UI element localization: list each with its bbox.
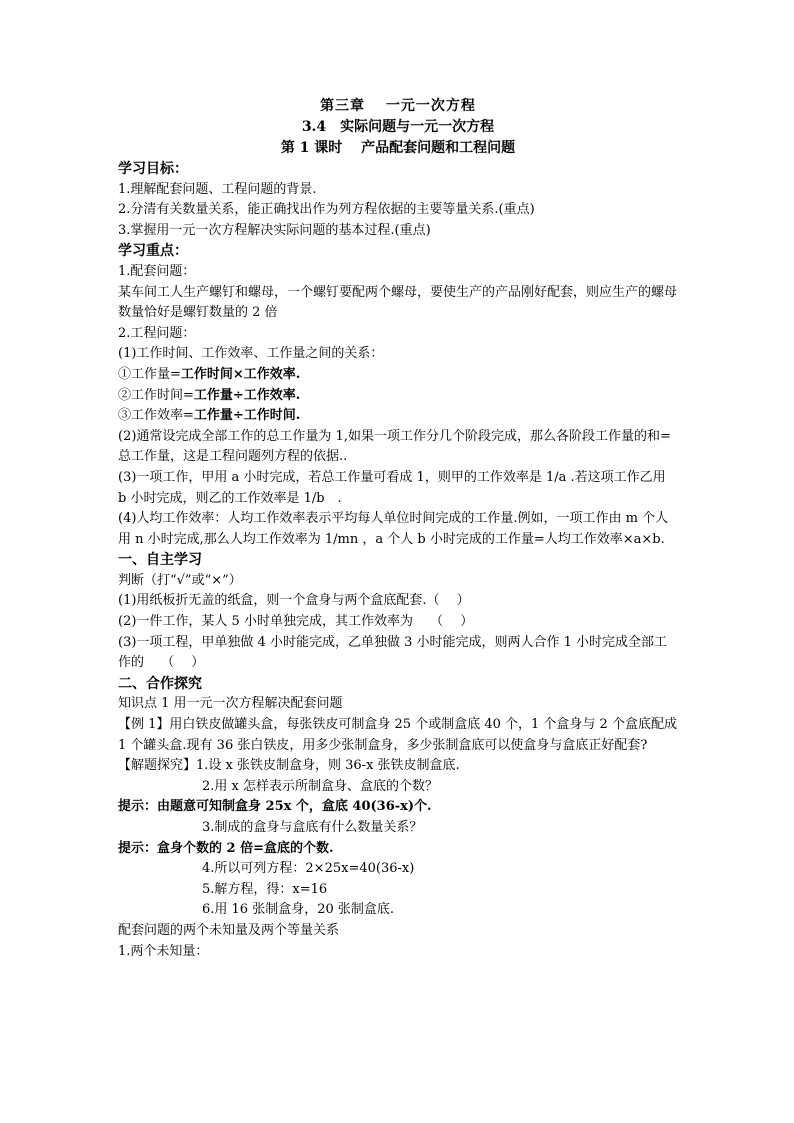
formula-label: ①工作量= xyxy=(118,366,181,382)
explore-heading: 二、合作探究 xyxy=(118,675,202,692)
hint-text: 提示：盒身个数的 2 倍=盒底的个数. xyxy=(118,840,334,856)
solution-step: 5.解方程，得：x=16 xyxy=(202,881,328,897)
knowledge-point: 知识点 1 用一元一次方程解决配套问题 xyxy=(118,696,343,712)
example-problem: 【例 1】用白铁皮做罐头盒，每张铁皮可制盒身 25 个或制盒底 40 个，1 个盒身与 2 个盒底配成 1 个罐头盒.现有 36 张白铁皮，用多少张制盒身，多少张制盒底可以使盒身与盒底正好配套? xyxy=(118,717,677,753)
formula-line xyxy=(118,386,678,407)
lesson-title: 第 1 课时 产品配套问题和工程问题 xyxy=(280,140,516,156)
solution-step: 2.用 x 怎样表示所制盒身、盒底的个数？ xyxy=(202,778,438,794)
formula-value: 工作时间×工作效率. xyxy=(180,366,301,382)
selfstudy-instruction: 判断（打“√”或“×”） xyxy=(118,572,242,588)
goal-item: 1.理解配套问题、工程问题的背景. xyxy=(118,181,317,197)
judge-question: (2)一件工作，某人 5 小时单独完成，其工作效率为 （ ） xyxy=(118,614,474,630)
formula-label: ③工作效率= xyxy=(118,408,194,424)
formula-line xyxy=(118,406,678,427)
work-paragraph: (4)人均工作效率：人均工作效率表示平均每人单位时间完成的工作量.例如，一项工作由 m 个人用 n 小时完成,那么人均工作效率为 1/mn ，a 个人 b 小时完成的工作量=人均工作效率×a×b. xyxy=(118,511,669,547)
goal-item: 3.掌握用一元一次方程解决实际问题的基本过程.(重点) xyxy=(118,222,431,238)
hint-text: 提示：由题意可知制盒身 25x 个，盒底 40(36-x)个. xyxy=(118,799,432,815)
work-paragraph: (2)通常设完成全部工作的总工作量为 1,如果一项工作分几个阶段完成，那么各阶段工作量的和=总工作量，这是工程问题列方程的依据.. xyxy=(118,428,671,465)
formula-line xyxy=(118,365,678,386)
work-relation-text: (1)工作时间、工作效率、工作量之间的关系： xyxy=(118,346,384,362)
judge-question: (1)用纸板折无盖的纸盒，则一个盒身与两个盒底配套.（ ） xyxy=(118,593,470,609)
formula-value: 工作量÷工作效率. xyxy=(193,387,301,403)
chapter-title: 第三章 一元一次方程 xyxy=(320,98,476,114)
solution-step: 4.所以可列方程：2×25x=40(36-x) xyxy=(202,861,415,877)
match-problem-title: 1.配套问题： xyxy=(118,263,196,279)
solution-step: 6.用 16 张制盒身，20 张制盒底. xyxy=(202,902,395,918)
formula-value: 工作量÷工作时间. xyxy=(193,408,301,424)
work-problem-title: 2.工程问题： xyxy=(118,325,196,341)
document-page xyxy=(118,96,678,962)
match-problem-text: 某车间工人生产螺钉和螺母，一个螺钉要配两个螺母，要使生产的产品刚好配套，则应生产的螺母数量恰好是螺钉数量的 2 倍 xyxy=(118,284,678,321)
goal-item: 2.分清有关数量关系，能正确找出作为列方程依据的主要等量关系.(重点) xyxy=(118,202,535,218)
section-title: 3.4 实际问题与一元一次方程 xyxy=(301,119,495,135)
judge-question: (3)一项工程，甲单独做 4 小时能完成，乙单独做 3 小时能完成，则两人合作 1 小时完成全部工作的 （ ） xyxy=(118,634,668,671)
selfstudy-heading: 一、自主学习 xyxy=(118,552,202,569)
summary-text: 配套问题的两个未知量及两个等量关系 xyxy=(118,922,340,938)
solution-step: 【解题探究】1.设 x 张铁皮制盒身，则 36-x 张铁皮制盒底. xyxy=(118,758,460,774)
goals-heading: 学习目标： xyxy=(118,161,188,177)
work-paragraph: (3)一项工作，甲用 a 小时完成，若总工作量可看成 1，则甲的工作效率是 1/a .若这项工作乙用 b 小时完成，则乙的工作效率是 1/b . xyxy=(118,469,666,506)
solution-step: 3.制成的盒身与盒底有什么数量关系？ xyxy=(202,820,423,835)
keypoints-heading: 学习重点： xyxy=(118,243,188,260)
unknowns-text: 1.两个未知量： xyxy=(118,943,209,959)
formula-label: ②工作时间= xyxy=(118,387,194,403)
